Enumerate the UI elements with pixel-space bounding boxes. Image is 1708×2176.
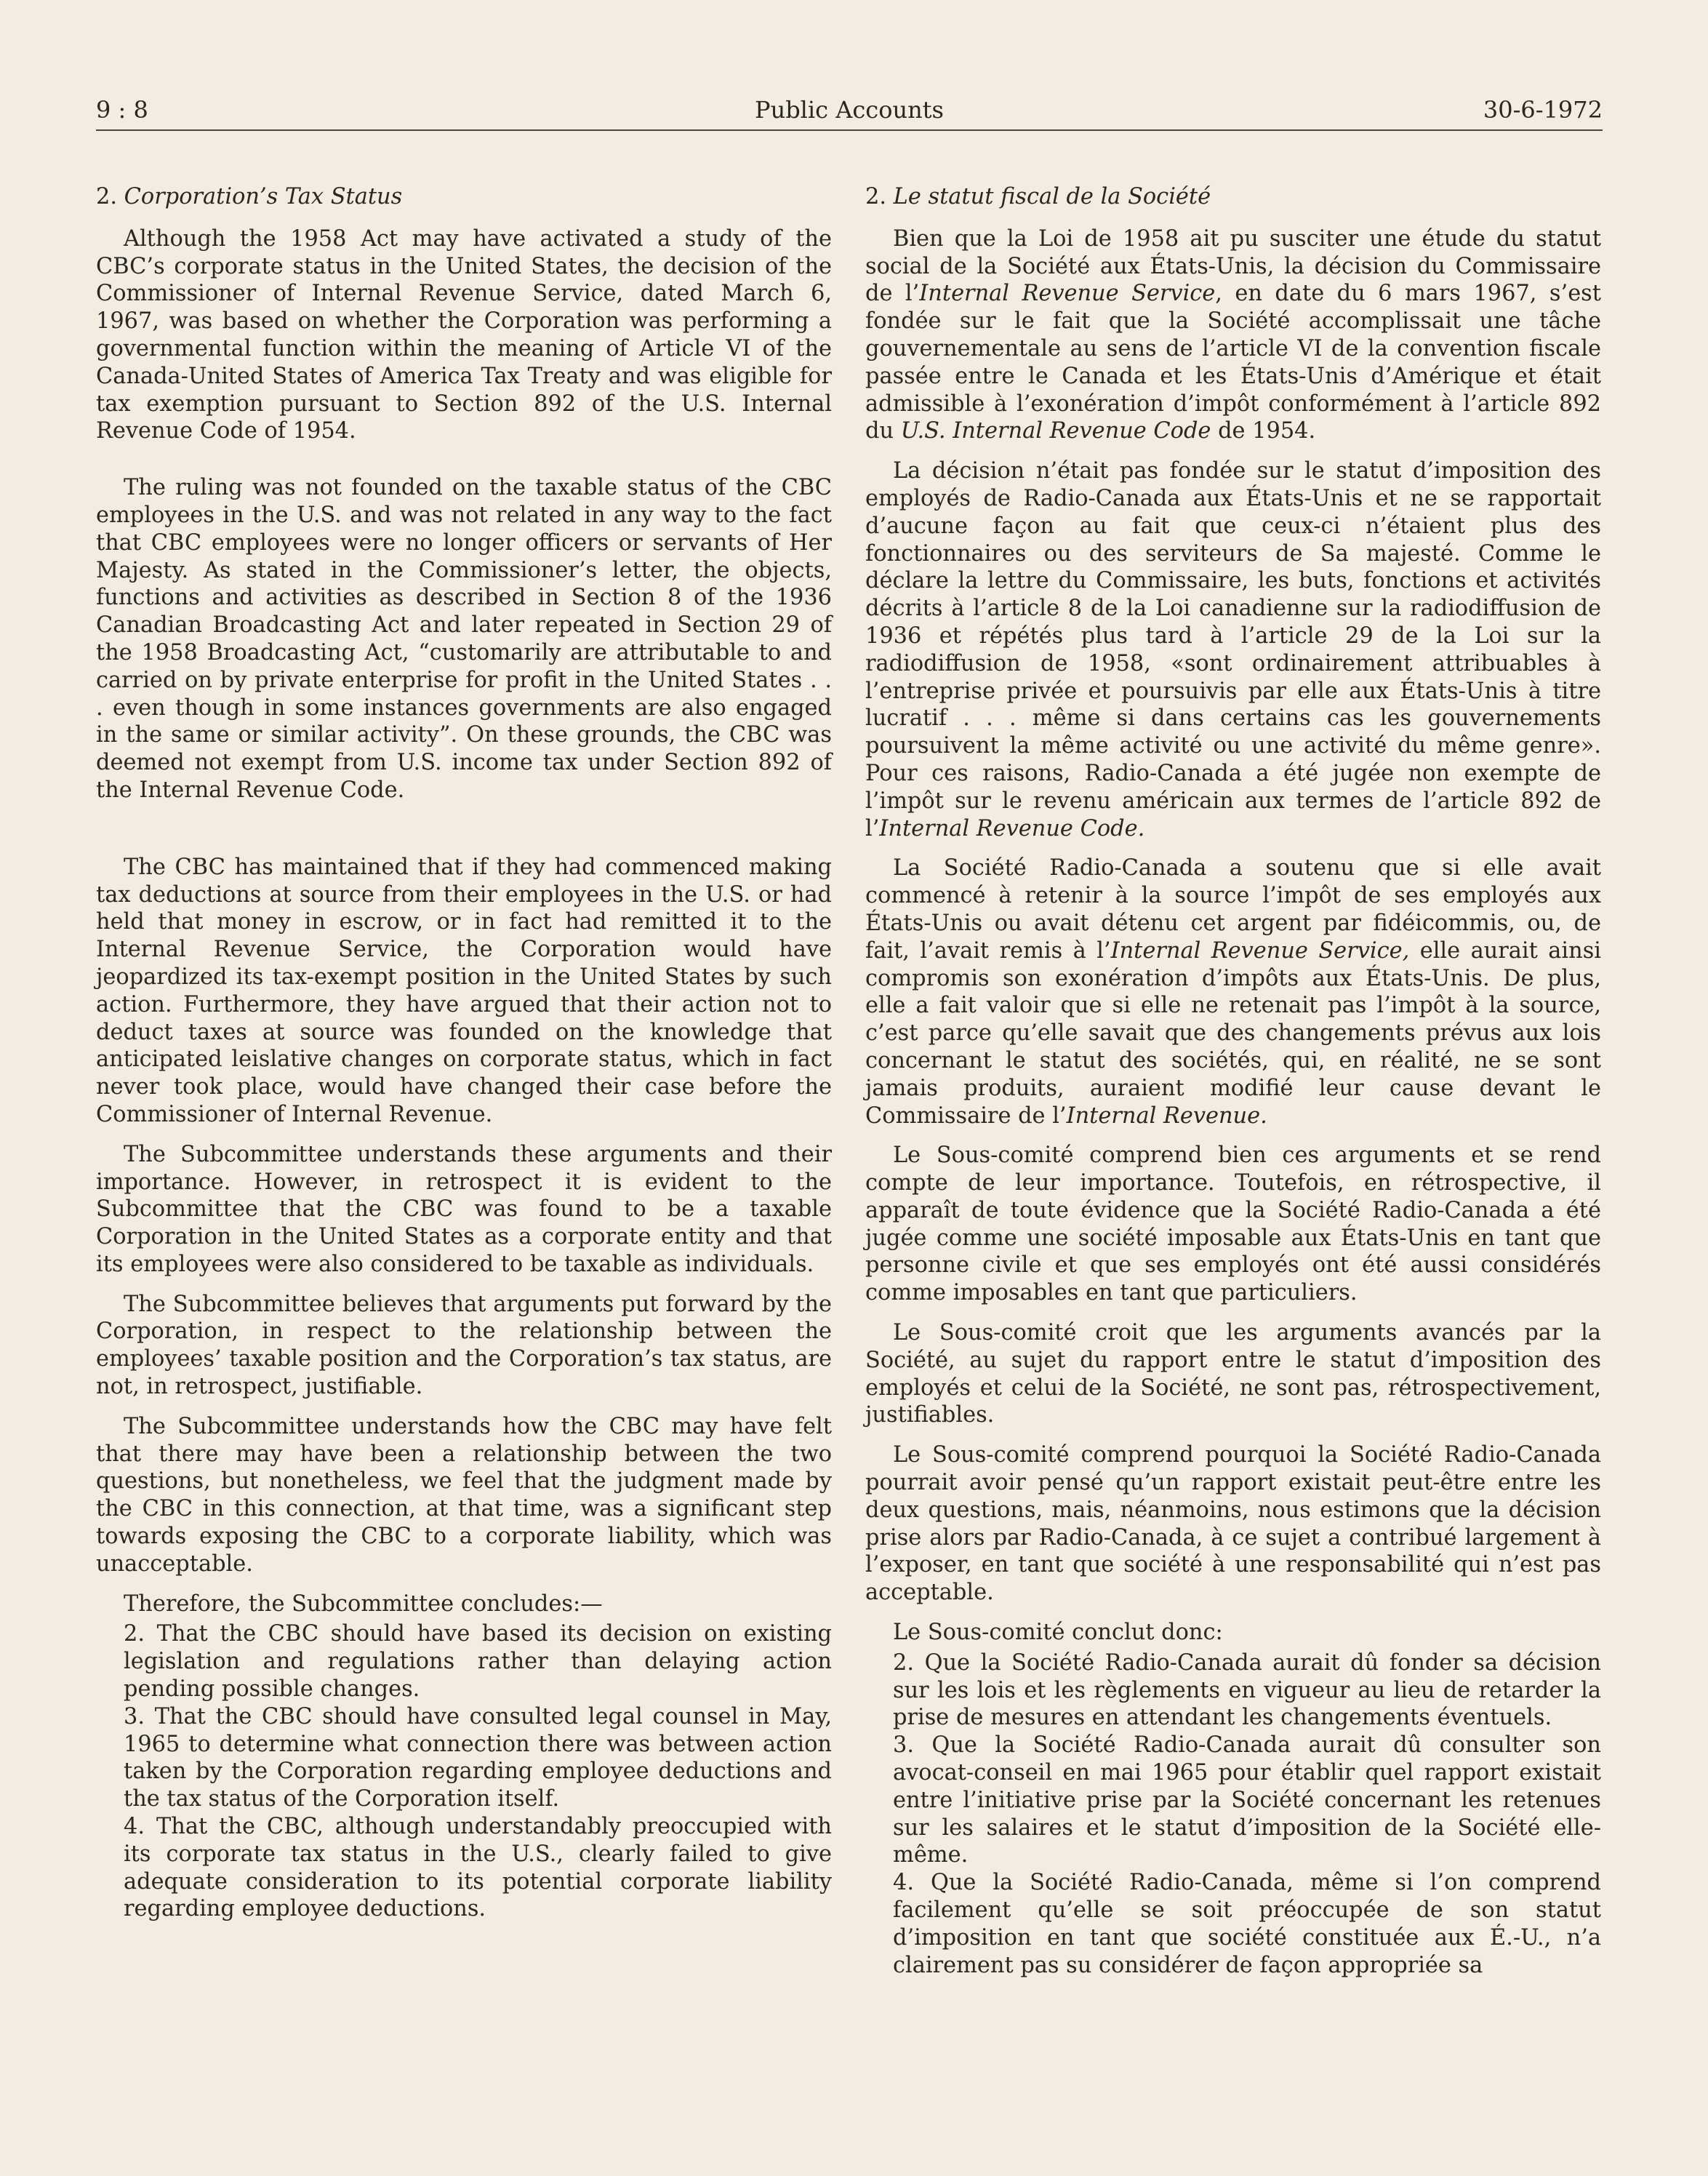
english-paragraph: The CBC has maintained that if they had commenced making tax deductions at source from their employees in the U.S. or had held that money in escrow, or in fact had remitted it to the Internal Revenue Service, the Corporation would have jeopardized its tax-exempt position in the United States by such action. Furthermore, they have argued that their action not to deduct taxes at source was founded on the knowledge that anticipated leislative changes on corporate status, which in fact never took place, would have changed their case before the Commissioner of Internal Revenue.	[96, 854, 832, 1127]
page-title: Public Accounts	[755, 96, 944, 124]
french-conclusion-item: 4. Que la Société Radio-Canada, même si l’on comprend facilement qu’elle se soit préoccupée de son statut d’imposition en tant que société constituée aux É.-U., n’a clairement pas su considérer de façon appropriée sa	[893, 1870, 1601, 1978]
french-text: de 1954.	[1211, 418, 1316, 444]
french-conclusion-intro: Le Sous-comité conclut donc:	[893, 1620, 1223, 1646]
french-italic-term: U.S. Internal Revenue Code	[900, 418, 1211, 444]
english-paragraph: Although the 1958 Act may have activated a study of the CBC’s corporate status in the United States, the decision of the Commissioner of Internal Revenue Service, dated March 6, 1967, was based on whether the Corporation was performing a governmental function within the meaning of Article VI of the Canada-United States of America Tax Treaty and was eligible for tax exemption pursuant to Section 892 of the U.S. Internal Revenue Code of 1954.	[96, 225, 832, 444]
french-text: , en date du 6 mars 1967, s’est fondée sur le fait que la Société accomplissait une tâche gouvernementale au sens de l’article VI de la convention fiscale passée entre le Canada et les États-Unis d’Amérique et était admissible à l’exonération d’impôt conformément à l’article 892 du	[865, 281, 1601, 444]
english-conclusion-item: 2. That the CBC should have based its decision on existing legislation and regulations rather than delaying action pending possible changes.	[124, 1621, 832, 1703]
english-paragraph: The Subcommittee believes that arguments put forward by the Corporation, in respect to the relationship between the employees’ taxable position and the Corporation’s tax status, are not, in retrospect, justifiable.	[96, 1291, 832, 1400]
english-heading-title: Corporation’s Tax Status	[124, 184, 403, 209]
french-italic-term: Internal Revenue Service,	[1110, 937, 1410, 964]
french-text: La Société Radio-Canada a soutenu que si elle avait commencé à retenir à la source l’impôt de ses employés aux États-Unis ou avait détenu cet argent par fidéicommis, ou, de fait, l’avait remis à l’	[865, 855, 1601, 964]
english-paragraph: The Subcommittee understands how the CBC may have felt that there may have been a relationship between the two questions, but nonetheless, we feel that the judgment made by the CBC in this connection, at that time, was a significant step towards exposing the CBC to a corporate liability, which was unacceptable.	[96, 1413, 832, 1577]
english-paragraph: The ruling was not founded on the taxable status of the CBC employees in the U.S. and was not related in any way to the fact that CBC employees were no longer officers or servants of Her Majesty. As stated in the Commissioner’s letter, the objects, functions and activities as described in Section 8 of the 1936 Canadian Broadcasting Act and later repeated in Section 29 of the 1958 Broadcasting Act, “customarily are attributable to and carried on by private enterprise for profit in the United States . . . even though in some instances governments are also engaged in the same or similar activity”. On these grounds, the CBC was deemed not exempt from U.S. income tax under Section 892 of the Internal Revenue Code.	[96, 475, 832, 803]
english-conclusion-item: 4. That the CBC, although understandably preoccupied with its corporate tax status in the U.S., clearly failed to give adequate consideration to its potential corporate liability regarding employee deductions.	[124, 1814, 832, 1922]
page-number: 9 : 8	[96, 96, 148, 124]
french-heading-number: 2.	[865, 184, 886, 209]
french-heading-title: Le statut fiscal de la Société	[893, 184, 1211, 209]
french-section-heading	[865, 183, 1601, 211]
french-column	[865, 183, 1601, 1979]
header-date: 30-6-1972	[1483, 96, 1603, 124]
french-paragraph	[865, 855, 1601, 1129]
running-header	[96, 96, 1603, 131]
french-text: Bien que la Loi de 1958 ait pu susciter une étude du statut social de la Société aux États-Unis, la décision du Commissaire de l’	[865, 225, 1601, 307]
english-section-heading	[96, 183, 832, 211]
english-heading-number: 2.	[96, 184, 117, 209]
french-italic-term: Internal Revenue Service	[919, 281, 1216, 307]
french-conclusion-item: 3. Que la Société Radio-Canada aurait dû consulter son avocat-conseil en mai 1965 pour établir quel rapport existait entre l’initiative prise par la Société concernant les retenues sur les salaires et le statut d’imposition de la Société elle-même.	[893, 1732, 1601, 1868]
french-paragraph: Le Sous-comité comprend bien ces arguments et se rend compte de leur importance. Toutefois, en rétrospective, il apparaît de toute évidence que la Société Radio-Canada a été jugée comme une société imposable aux États-Unis en tant que personne civile et que ses employés ont été aussi considérés comme imposables en tant que particuliers.	[865, 1143, 1601, 1306]
french-paragraph: Le Sous-comité croit que les arguments avancés par la Société, au sujet du rapport entre le statut d’imposition des employés et celui de la Société, ne sont pas, rétrospectivement, justifiables.	[865, 1320, 1601, 1428]
english-paragraph: The Subcommittee understands these arguments and their importance. However, in retrospect it is evident to the Subcommittee that the CBC was found to be a taxable Corporation in the United States as a corporate entity and that its employees were also considered to be taxable as individuals.	[96, 1141, 832, 1277]
french-text: La décision n’était pas fondée sur le statut d’imposition des employés de Radio-Canada aux États-Unis et ne se rapportait d’aucune façon au fait que ceux-ci n’étaient plus des fonctionnaires ou des serviteurs de Sa majesté. Comme le déclare la lettre du Commissaire, les buts, fonctions et activités décrits à l’article 8 de la Loi canadienne sur la radiodiffusion de 1936 et répétés plus tard à l’article 29 de la Loi sur la radiodiffusion de 1958, «sont ordinairement attribuables à l’entreprise privée et poursuivis par elle aux États-Unis à titre lucratif . . . même si dans certains cas les gouvernements poursuivent la même activité ou une activité du même genre». Pour ces raisons, Radio-Canada a été jugée non exempte de l’impôt sur le revenu américain aux termes de l’article 892 de l’	[865, 458, 1601, 841]
french-italic-term: Internal Revenue.	[1066, 1103, 1267, 1129]
french-italic-term: Internal Revenue Code.	[879, 815, 1145, 841]
french-conclusion-item: 2. Que la Société Radio-Canada aurait dû fonder sa décision sur les lois et les règlements en vigueur au lieu de retarder la prise de mesures en attendant les changements éventuels.	[893, 1649, 1601, 1731]
french-paragraph: Le Sous-comité comprend pourquoi la Société Radio-Canada pourrait avoir pensé qu’un rapport existait peut-être entre les deux questions, mais, néanmoins, nous estimons que la décision prise alors par Radio-Canada, à ce sujet a contribué largement à l’exposer, en tant que société à une responsabilité qui n’est pas acceptable.	[865, 1442, 1601, 1606]
french-paragraph	[865, 457, 1601, 842]
english-column	[96, 183, 832, 1923]
english-conclusion-intro: Therefore, the Subcommittee concludes:—	[124, 1591, 603, 1617]
french-paragraph	[865, 225, 1601, 445]
french-text: elle aurait ainsi compromis son exonération d’impôts aux États-Unis. De plus, elle a fait valoir que si elle ne retenait pas l’impôt à la source, c’est parce qu’elle savait que des changements prévus aux lois concernant le statut des sociétés, qui, en réalité, ne se sont jamais produits, auraient modifié leur cause devant le Commissaire de l’	[865, 937, 1602, 1129]
english-conclusion-item: 3. That the CBC should have consulted legal counsel in May, 1965 to determine what connection there was between action taken by the Corporation regarding employee deductions and the tax status of the Corporation itself.	[124, 1703, 832, 1812]
